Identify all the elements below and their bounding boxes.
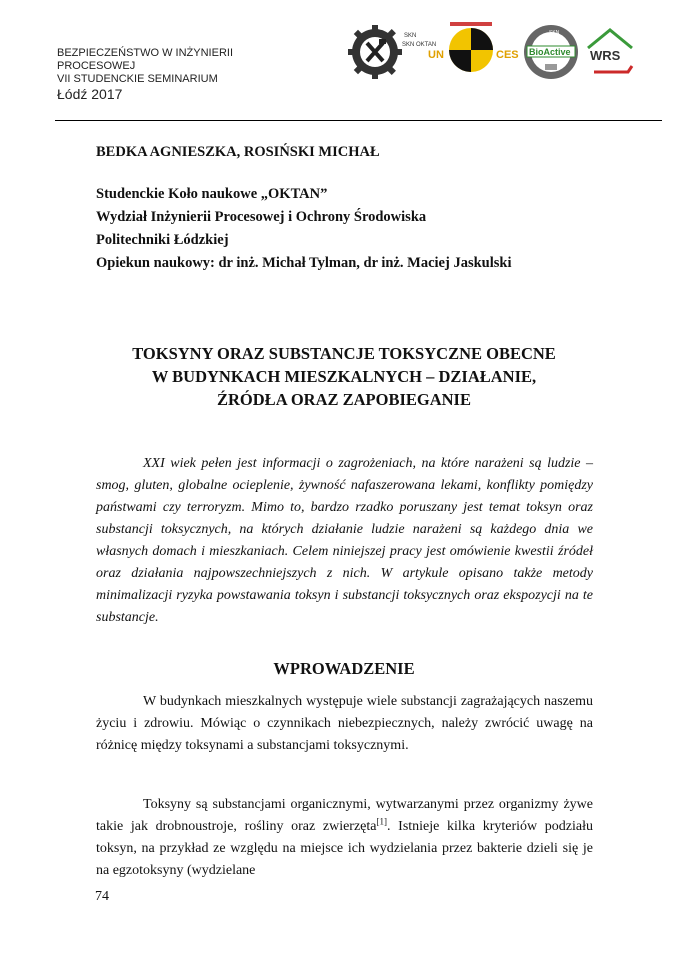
running-header: [57, 47, 317, 103]
header-city-year: Łódź 2017: [57, 86, 123, 102]
svg-text:WRS: WRS: [590, 48, 621, 63]
paper-title: [60, 342, 628, 411]
title-line-3: ŹRÓDŁA ORAZ ZAPOBIEGANIE: [217, 390, 471, 409]
header-line-3: VII STUDENCKIE SEMINARIUM: [57, 73, 218, 85]
page-number: 74: [95, 889, 109, 904]
svg-text:SKN: SKN: [549, 30, 560, 36]
body-paragraph-2: [96, 794, 593, 882]
paragraph-2-text-end: . Istnieje kilka kryteriów podziału toksyn, na przykład ze względu na miejsce ich wydzielania przez bakterie dzieli się je na egzotoksyny (wydzielane: [96, 819, 593, 878]
citation-reference: [1]: [376, 816, 387, 827]
header-line-1: BEZPIECZEŃSTWO W INŻYNIERII: [57, 47, 234, 59]
unices-logo: [426, 18, 519, 84]
oktan-logo: [346, 22, 404, 82]
affiliation-line-3: Politechniki Łódzkiej: [96, 232, 229, 248]
header-divider: [55, 120, 662, 121]
affiliation-line-4: Opiekun naukowy: dr inż. Michał Tylman, dr inż. Maciej Jaskulski: [96, 255, 512, 271]
svg-text:SKN OKTAN: SKN OKTAN: [402, 42, 437, 48]
affiliation-line-2: Wydział Inżynierii Procesowej i Ochrony Środowiska: [96, 209, 427, 225]
svg-text:SKN: SKN: [404, 33, 417, 39]
paragraph-2-text-start: Toksyny są substancjami organicznymi, wytwarzanymi przez organizmy żywe takie jak drobnoustroje, rośliny oraz zwierzęta: [96, 797, 593, 834]
svg-text:CES: CES: [496, 49, 519, 61]
abstract: [96, 453, 593, 629]
body-paragraph-1: [96, 691, 593, 757]
svg-text:UN: UN: [428, 49, 444, 61]
header-line-2: PROCESOWEJ: [57, 60, 136, 72]
affiliation-line-1: Studenckie Koło naukowe „OKTAN”: [96, 186, 328, 202]
logo-strip: [346, 18, 636, 86]
section-heading: WPROWADZENIE: [273, 659, 415, 678]
abstract-text: XXI wiek pełen jest informacji o zagrożeniach, na które narażeni są ludzie – smog, gluten, globalne ocieplenie, żywność nafaszerowana lekami, konflikty pomiędzy państwami czy terroryzm. Mimo to, bardzo rzadko poruszany jest temat toksyn oraz substancji toksycznych, na których działanie ludzie narażeni są każdego dnia we własnych domach i mieszkaniach. Celem niniejszej pracy jest omówienie kwestii źródeł oraz działania najpowszechniejszych z nich. W artykule opisano także metody minimalizacji ryzyka powstawania toksyn i substancji toksycznych oraz ekspozycji na te substancje.: [96, 456, 593, 625]
paragraph-1-text: W budynkach mieszkalnych występuje wiele substancji zagrażających naszemu życiu i zdrowiu. Mówiąc o czynnikach niebezpiecznych, należy zwrócić uwagę na różnicę między toksynami a substancjami toksycznymi.: [96, 694, 593, 753]
title-line-2: W BUDYNKACH MIESZKALNYCH – DZIAŁANIE,: [151, 367, 537, 386]
wrs-logo: [584, 26, 636, 78]
affiliation: [96, 183, 511, 275]
authors: BEDKA AGNIESZKA, ROSIŃSKI MICHAŁ: [96, 144, 380, 160]
title-line-1: TOKSYNY ORAZ SUBSTANCJE TOKSYCZNE OBECNE: [132, 344, 556, 363]
bioactive-logo: [521, 22, 581, 82]
svg-text:BioActive: BioActive: [529, 47, 571, 57]
